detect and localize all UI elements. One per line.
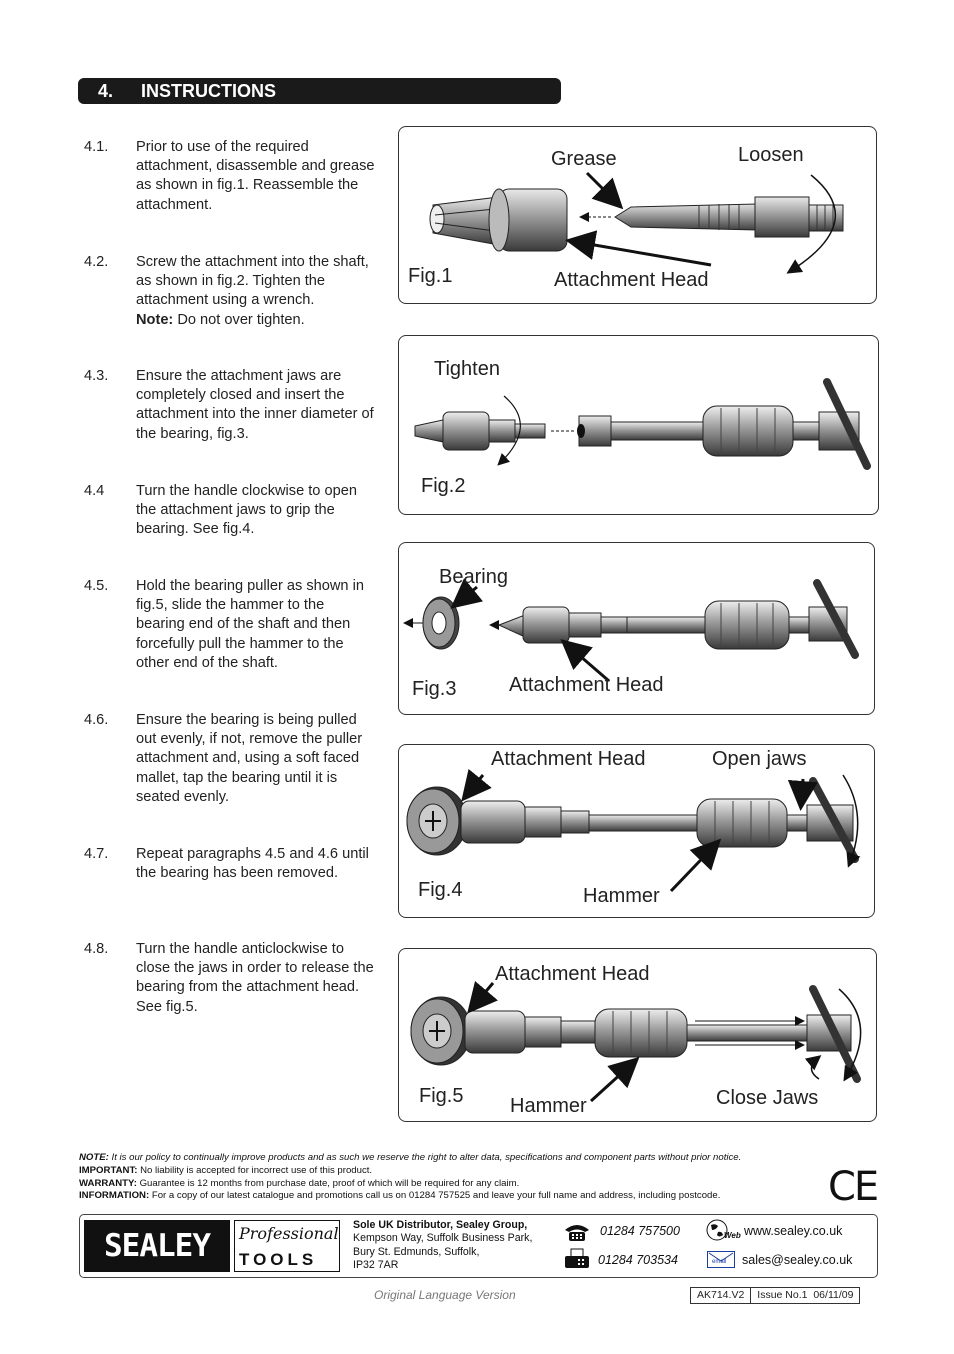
figure-2: [398, 335, 879, 515]
para-number: 4.7.: [84, 846, 109, 862]
fig5-hammer-label: Hammer: [510, 1095, 587, 1117]
logo-script: Professional: [239, 1224, 339, 1243]
section-header: [78, 78, 561, 104]
para-text: Ensure the bearing is being pulled out evenly, if not, remove the puller attachment and, using a soft faced mallet, tap the bearing until it is seated evenly.: [136, 712, 363, 805]
fig2-tighten-label: Tighten: [434, 358, 500, 380]
email-icon-text: email: [712, 1259, 727, 1265]
legal-notes: [79, 1152, 859, 1203]
ce-mark-icon: CE: [828, 1164, 878, 1210]
address-line-2: Bury St. Edmunds, Suffolk,: [353, 1245, 480, 1258]
sealey-logo: [82, 1220, 340, 1272]
figure-5: [398, 948, 877, 1122]
information-text: For a copy of our latest catalogue and promotions call us on 01284 757525 and leave your full name and address, including postcode.: [149, 1190, 721, 1202]
important-line: [79, 1165, 859, 1178]
section-title: INSTRUCTIONS: [141, 81, 276, 101]
section-number: 4.: [98, 81, 114, 101]
warranty-label: WARRANTY:: [79, 1177, 137, 1189]
figure-3: [398, 542, 875, 715]
fig3-bearing-label: Bearing: [439, 566, 508, 588]
note-label: Note:: [136, 311, 174, 328]
para-number: 4.4: [84, 483, 105, 499]
distributor: Sole UK Distributor, Sealey Group,: [353, 1219, 528, 1231]
para-text: [136, 253, 376, 330]
para-text: Turn the handle anticlockwise to close the jaws in order to release the bearing from the attachment head. See fig.5.: [136, 941, 374, 1015]
fig4-hammer-label: Hammer: [583, 885, 660, 907]
important-text: No liability is accepted for incorrect use of this product.: [137, 1164, 373, 1176]
fig5-label: Fig.5: [419, 1085, 464, 1107]
document-reference: [690, 1287, 860, 1304]
fig3-label: Fig.3: [412, 678, 457, 700]
address-line-1: Kempson Way, Suffolk Business Park,: [353, 1232, 533, 1245]
address-line-3: IP32 7AR: [353, 1258, 399, 1271]
important-label: IMPORTANT:: [79, 1164, 138, 1176]
fig5-head-label: Attachment Head: [495, 963, 650, 985]
note-label: NOTE:: [79, 1152, 109, 1163]
fig3-head-label: Attachment Head: [509, 674, 664, 696]
phone-number: 01284 757500: [600, 1224, 680, 1238]
figure-1: [398, 126, 877, 304]
para-number: 4.5.: [84, 578, 109, 594]
fig1-grease-label: Grease: [551, 148, 617, 170]
telephone-icon: [563, 1222, 591, 1242]
issue-number: [750, 1288, 859, 1303]
fig1-loosen-label: Loosen: [738, 144, 804, 166]
issue-label: Issue No.1: [757, 1289, 808, 1301]
fig1-head-label: Attachment Head: [554, 269, 709, 291]
fig1-label: Fig.1: [408, 265, 453, 287]
logo-brand: SEALEY: [84, 1220, 230, 1272]
web-icon-text: Web: [724, 1231, 741, 1240]
logo-tools: TOOLS: [239, 1250, 318, 1269]
note-line: [79, 1152, 859, 1165]
web-icon: [706, 1219, 740, 1243]
para-text: Turn the handle clockwise to open the attachment jaws to grip the bearing. See fig.4.: [136, 483, 357, 538]
issue-date: 06/11/09: [813, 1289, 854, 1301]
para-number: 4.8.: [84, 941, 109, 957]
fig4-open-label: Open jaws: [712, 748, 807, 770]
fax-number: 01284 703534: [598, 1253, 678, 1267]
fax-icon: [563, 1248, 591, 1270]
email-link[interactable]: sales@sealey.co.uk: [742, 1253, 853, 1267]
fig2-label: Fig.2: [421, 475, 466, 497]
para-text: Hold the bearing puller as shown in fig.5, slide the hammer to the bearing end of the shaft and then forcefully pull the hammer to the other end of the shaft.: [136, 578, 364, 671]
figure-4: [398, 744, 875, 918]
para-number: 4.6.: [84, 712, 109, 728]
para-text: Prior to use of the required attachment, disassemble and grease as shown in fig.1. Reassemble the attachment.: [136, 139, 375, 213]
doc-code: AK714.V2: [697, 1289, 745, 1301]
note-text: Do not over tighten.: [173, 311, 305, 328]
email-icon: [707, 1251, 735, 1268]
para-number: 4.3.: [84, 368, 109, 384]
para-body: Screw the attachment into the shaft, as shown in fig.2. Tighten the attachment using a wrench.: [136, 254, 369, 309]
fig5-close-label: Close Jaws: [716, 1087, 819, 1109]
information-label: INFORMATION:: [79, 1190, 150, 1202]
original-language-note: Original Language Version: [374, 1288, 516, 1302]
note-text: It is our policy to continually improve products and as such we reserve the right to alter data, specifications and component parts without prior notice.: [108, 1152, 742, 1163]
information-line: [79, 1190, 859, 1203]
para-text: Repeat paragraphs 4.5 and 4.6 until the bearing has been removed.: [136, 846, 369, 882]
fig4-head-label: Attachment Head: [491, 748, 646, 770]
warranty-text: Guarantee is 12 months from purchase date, proof of which will be required for any claim.: [136, 1177, 520, 1189]
fig4-label: Fig.4: [418, 879, 463, 901]
website-link[interactable]: www.sealey.co.uk: [744, 1224, 843, 1238]
para-number: 4.2.: [84, 254, 109, 270]
para-number: 4.1.: [84, 139, 109, 155]
logo-tools-box: [234, 1220, 340, 1272]
para-text: Ensure the attachment jaws are completely closed and insert the attachment into the inner diameter of the bearing, fig.3.: [136, 368, 374, 442]
warranty-line: [79, 1178, 859, 1191]
address-block: [353, 1219, 532, 1272]
